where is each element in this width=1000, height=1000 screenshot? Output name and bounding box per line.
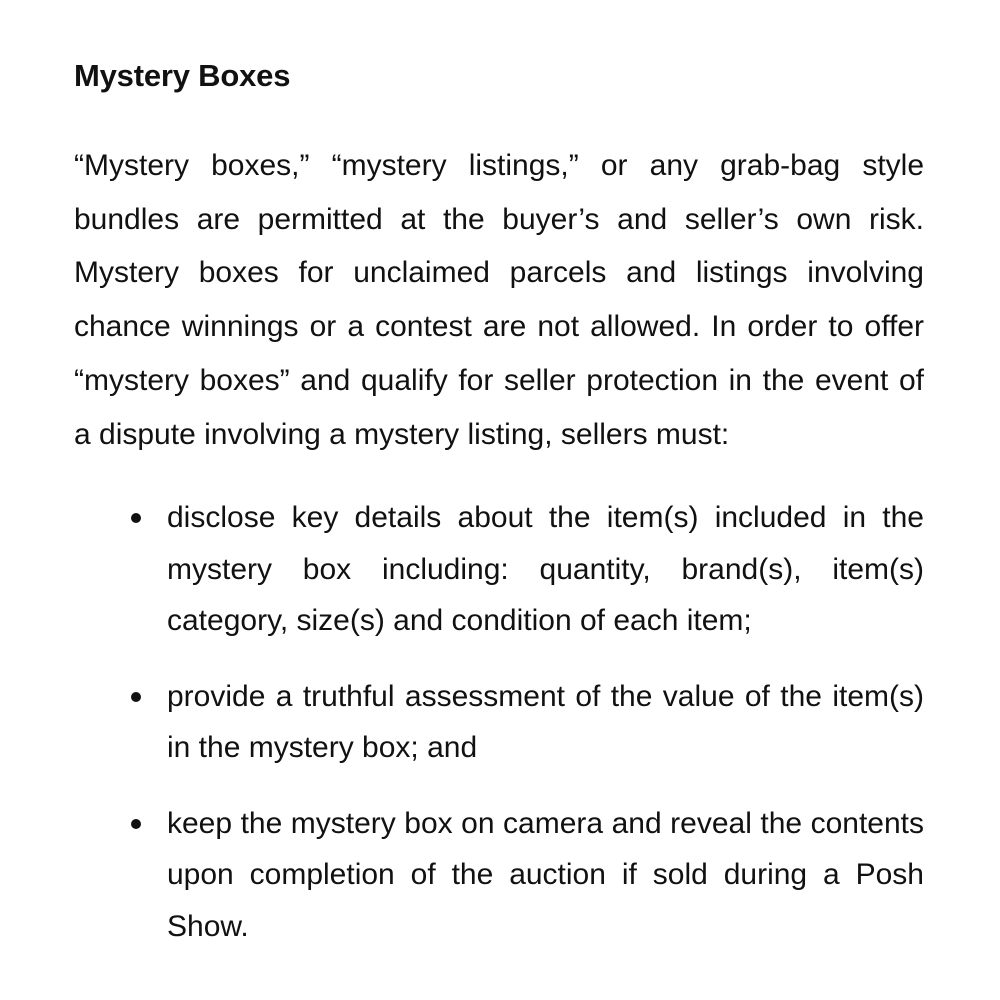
requirement-text: disclose key details about the item(s) included in the mystery box including: quantity, brand(s), item(s) category, size(s) and condition of each item;: [167, 501, 924, 638]
requirements-list: [74, 492, 924, 952]
bullet-icon: [131, 692, 141, 702]
section-title: Mystery Boxes: [74, 58, 291, 93]
requirement-text: provide a truthful assessment of the value of the item(s) in the mystery box; and: [167, 679, 924, 765]
requirement-text: keep the mystery box on camera and reveal the contents upon completion of the auction if sold during a Posh Show.: [167, 806, 924, 943]
requirement-item: [167, 798, 924, 953]
requirement-item: [167, 492, 924, 647]
intro-paragraph: “Mystery boxes,” “mystery listings,” or any grab-bag style bundles are permitted at the buyer’s and seller’s own risk. Mystery boxes for unclaimed parcels and listings involving chance winnings or a contest are not allowed. In order to offer “mystery boxes” and qualify for seller protection in the event of a dispute involving a mystery listing, sellers must:: [74, 149, 924, 451]
bullet-icon: [131, 513, 141, 523]
bullet-icon: [131, 819, 141, 829]
requirement-item: [167, 671, 924, 774]
